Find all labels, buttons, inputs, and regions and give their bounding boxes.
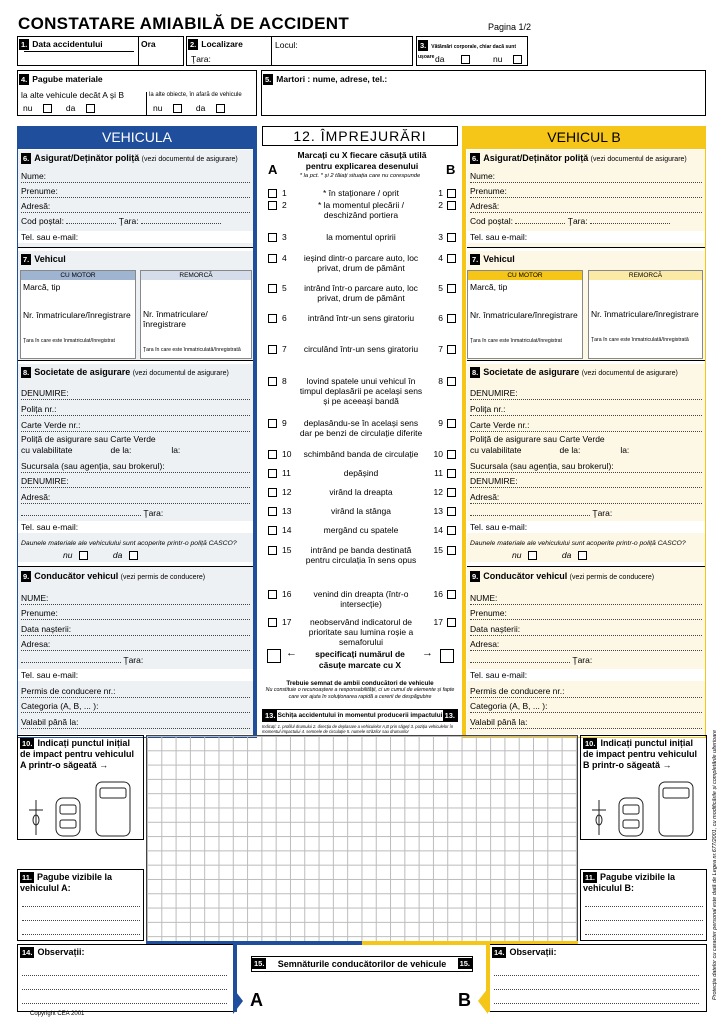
- circumstance-row: [264, 313, 458, 327]
- observations-a-box[interactable]: 14. Observații:: [17, 944, 235, 1012]
- circumstance-b-checkbox[interactable]: [447, 469, 456, 478]
- circumstance-b-checkbox[interactable]: [447, 488, 456, 497]
- damage-vehicles-yes[interactable]: [86, 104, 95, 113]
- material-damage-label: Pagube materiale: [32, 74, 103, 84]
- circumstance-row: [264, 545, 458, 573]
- count-a-box[interactable]: [267, 649, 281, 663]
- hour-label: Ora: [138, 37, 156, 65]
- observations-b-label: Observații:: [509, 947, 557, 957]
- vehicle-b-header: VEHICUL B: [462, 126, 706, 148]
- signature-b-label[interactable]: B: [458, 990, 471, 1010]
- circumstance-a-checkbox[interactable]: [268, 546, 277, 555]
- vehicle-silhouettes-b-icon[interactable]: [589, 780, 707, 838]
- circumstances-note: * la pct. * și 2 tăiați situația care nu corespunde: [299, 173, 421, 179]
- insurer-b-country[interactable]: Ţara:: [592, 508, 613, 518]
- injuries-yes-checkbox[interactable]: [461, 55, 470, 64]
- driver-a-section: 9. Conducător vehicul (vezi permis de conducere) NUME: Prenume: Data nașterii: Adresa: Ţara: Tel. sau e-mail: Permis de conducere nr.: Categoria (A, B, ... ): Valabil până la:: [18, 566, 253, 734]
- sketch-indications: Indicați: 1. profilul drumului 2. direcția de deplasare a vehiculelor A,B prin săgeți 3. poziția vehiculelor în momentul impactului 4. semnele de circulație 5. numele străzilor sau drumurilor: [262, 724, 454, 734]
- circumstance-a-checkbox[interactable]: [268, 469, 277, 478]
- motor-header-a: CU MOTOR: [21, 271, 135, 280]
- circumstances-instructions: Marcați cu X fiecare căsuță utilă pentru explicarea desenului: [297, 150, 427, 171]
- country-reg-a[interactable]: Țara în care este înmatriculat/înregistrat: [23, 338, 115, 344]
- insurer-b-contact[interactable]: Tel. sau e-mail:: [467, 521, 705, 533]
- circumstance-row: [264, 253, 458, 281]
- trailer-country-a[interactable]: Țara în care este înmatriculată/înregistrată: [143, 347, 241, 353]
- circumstance-row: [264, 506, 458, 520]
- corner-a-icon: [229, 988, 243, 1014]
- driver-a-birthdate[interactable]: Data nașterii:: [21, 623, 250, 636]
- insured-a-country[interactable]: Ţara:: [118, 216, 139, 226]
- circumstance-number-a: 2: [282, 200, 287, 210]
- signature-a-label[interactable]: A: [250, 990, 263, 1010]
- circumstance-a-checkbox[interactable]: [268, 488, 277, 497]
- circumstance-text: mergând cu spatele: [323, 525, 399, 535]
- circumstance-a-checkbox[interactable]: [268, 201, 277, 210]
- vehicle-a-header: VEHICULA: [17, 126, 257, 148]
- col-a-label: A: [268, 162, 278, 177]
- driver-b-section: 9. Conducător vehicul (vezi permis de conducere) NUME: Prenume: Data nașterii: Adresa: Ţara: Tel. sau e-mail: Permis de conducere nr.: Categoria (A, B, ... ): Valabil până la:: [467, 566, 705, 734]
- circumstance-a-checkbox[interactable]: [268, 314, 277, 323]
- insured-b-country[interactable]: Ţara:: [567, 216, 588, 226]
- driver-a-contact[interactable]: Tel. sau e-mail:: [18, 669, 253, 681]
- driver-b-address[interactable]: Adresa:: [470, 638, 702, 651]
- circumstance-b-checkbox[interactable]: [447, 450, 456, 459]
- trailer-plate-a[interactable]: Nr. înmatriculare/înregistrare: [143, 309, 208, 329]
- circumstance-text: * la momentul plecării / deschizând portiera: [318, 200, 404, 220]
- corner-b-icon: [478, 988, 492, 1014]
- valid-from-b[interactable]: de la:: [559, 445, 581, 455]
- circumstance-b-checkbox[interactable]: [447, 419, 456, 428]
- circumstance-a-checkbox[interactable]: [268, 419, 277, 428]
- accident-date-label: Data accidentului: [32, 39, 103, 49]
- insurer-a-policy[interactable]: Polița nr.:: [21, 403, 250, 416]
- driver-a-address[interactable]: Adresa:: [21, 638, 250, 651]
- circumstance-number-b: 8: [438, 376, 443, 386]
- sign-note: Trebuie semnat de ambii conducători de vehicule Nu constituie o recunoaștere a responsabilității, ci un cumul de elemente și fapte care vor ajuta în soluționarea rapidă a cererii de despăgubire: [265, 680, 455, 700]
- insurer-a-branch[interactable]: Sucursala (sau agenția, sau brokerul):: [21, 460, 250, 473]
- insured-a-address[interactable]: Adresă:: [21, 200, 250, 213]
- insurer-a-branch-name[interactable]: DENUMIRE:: [21, 475, 250, 488]
- circumstance-b-checkbox[interactable]: [447, 201, 456, 210]
- circumstance-number-b: 15: [433, 545, 443, 555]
- injuries-no-checkbox[interactable]: [513, 55, 522, 64]
- insurer-b-branch[interactable]: Sucursala (sau agenția, sau brokerul):: [470, 460, 702, 473]
- circumstance-row: [264, 468, 458, 482]
- insurer-a-greencard[interactable]: Carte Verde nr.:: [21, 419, 250, 432]
- circumstance-row: [264, 200, 458, 220]
- casco-a-yes[interactable]: [129, 551, 138, 560]
- injuries-label: Vătămări corporale, chiar dacă sunt ușoare: [418, 44, 517, 60]
- insured-b-name[interactable]: Nume:: [470, 170, 702, 183]
- circumstance-a-checkbox[interactable]: [268, 284, 277, 293]
- circumstance-number-b: 13: [433, 506, 443, 516]
- circumstance-number-b: 9: [438, 418, 443, 428]
- insurer-b-section: 8. Societate de asigurare (vezi documentul de asigurare) DENUMIRE: Polița nr.: Carte Verde nr.: Poliță de asigurare sau Carte Verde cu valabilitate de la: la: Sucursala (sau agenția, sau brokerul): DENUMIRE: Adresă: Ţara: Tel. sau e-mail: Daunele materiale ale vehiculului sunt acoperite printr-o poliță CASCO? nu da: [467, 364, 705, 562]
- circumstance-a-checkbox[interactable]: [268, 377, 277, 386]
- circumstance-row: [264, 283, 458, 311]
- circumstance-text: la momentul opririi: [326, 232, 396, 242]
- arrow-right-icon: →: [422, 647, 433, 659]
- circumstance-text: circulând într-un sens giratoriu: [303, 344, 419, 354]
- make-a[interactable]: Marcă, tip: [23, 282, 61, 292]
- circumstance-text: depășind: [343, 468, 379, 478]
- insurer-b-branch-name[interactable]: DENUMIRE:: [470, 475, 702, 488]
- place-label: Locul:: [271, 37, 301, 65]
- sketch-header: 13. Schița accidentului în momentul producerii impactului 13.: [262, 709, 458, 722]
- trailer-plate-b[interactable]: Nr. înmatriculare/înregistrare: [591, 309, 699, 319]
- circumstance-number-a: 10: [282, 449, 292, 459]
- circumstance-text: intrând pe banda destinată pentru circulația în sens opus: [305, 545, 417, 565]
- insurer-a-name[interactable]: DENUMIRE:: [21, 387, 250, 400]
- circumstance-text: ieșind dintr-o parcare auto, loc privat, drum de pământ: [303, 253, 419, 273]
- damage-objects-no[interactable]: [173, 104, 182, 113]
- circumstance-number-a: 3: [282, 232, 287, 242]
- accident-date-box: [17, 36, 184, 66]
- vehicle-silhouettes-a-icon[interactable]: [26, 780, 144, 838]
- plate-b[interactable]: Nr. înmatriculare/înregistrare: [470, 310, 578, 320]
- circumstance-a-checkbox[interactable]: [268, 618, 277, 627]
- circumstance-b-checkbox[interactable]: [447, 284, 456, 293]
- section-num: 1.: [21, 40, 28, 49]
- impact-b-label: Indicați punctul inițial de impact pentru vehiculul B printr-o săgeată →: [583, 738, 698, 770]
- circumstance-a-checkbox[interactable]: [268, 450, 277, 459]
- circumstance-a-checkbox[interactable]: [268, 233, 277, 242]
- impact-a-label: Indicați punctul inițial de impact pentru vehiculul A printr-o săgeată →: [20, 738, 135, 770]
- circumstance-text: neobservând indicatorul de prioritate sau lumina roșie a semaforului: [308, 617, 414, 647]
- impact-a-box: 10. Indicați punctul inițial de impact pentru vehiculul A printr-o săgeată →: [17, 735, 144, 840]
- witnesses-label: Martori : nume, adrese, tel.:: [276, 74, 388, 84]
- visible-damage-b-label: Pagube vizibile la vehiculul B:: [583, 872, 676, 893]
- circumstance-row: [264, 418, 458, 446]
- circumstance-b-checkbox[interactable]: [447, 189, 456, 198]
- circumstance-a-checkbox[interactable]: [268, 590, 277, 599]
- driver-b-country[interactable]: Ţara:: [572, 655, 593, 665]
- circumstance-number-b: 11: [434, 468, 443, 478]
- circumstance-number-b: 16: [433, 589, 443, 599]
- valid-from-a[interactable]: de la:: [110, 445, 132, 455]
- insurer-b-greencard[interactable]: Carte Verde nr.:: [470, 419, 702, 432]
- casco-b-no[interactable]: [528, 551, 537, 560]
- driver-a-category[interactable]: Categoria (A, B, ... ):: [21, 700, 250, 713]
- vehicle-b-section: 7. Vehicul CU MOTOR Marcă, tip Nr. înmatriculare/înregistrare Țara în care este înmatriculat/înregistrat REMORCĂ Nr. înmatriculare/înregistrare Țara în care este înmatriculată/înregistrată: [467, 251, 705, 361]
- count-b-box[interactable]: [440, 649, 454, 663]
- circumstance-number-b: 12: [433, 487, 443, 497]
- insured-b-firstname[interactable]: Prenume:: [470, 185, 702, 198]
- trailer-header-b: REMORCĂ: [589, 271, 702, 280]
- signatures-header: 15. Semnăturile conducătorilor de vehicule 15.: [251, 956, 473, 972]
- circumstance-number-a: 15: [282, 545, 292, 555]
- circumstance-text: lovind spatele unui vehicul în timpul deplasării pe același sens și pe aceeași bandă: [299, 376, 423, 406]
- circumstance-number-b: 3: [438, 232, 443, 242]
- circumstances-header: 12. ÎMPREJURĂRI: [262, 126, 458, 146]
- circumstance-b-checkbox[interactable]: [447, 546, 456, 555]
- driver-a-license[interactable]: Permis de conducere nr.:: [21, 685, 250, 698]
- circumstance-number-b: 5: [438, 283, 443, 293]
- circumstance-number-a: 12: [282, 487, 292, 497]
- circumstance-b-checkbox[interactable]: [447, 254, 456, 263]
- insurer-b-name[interactable]: DENUMIRE:: [470, 387, 702, 400]
- side-legal-note: Protecția datelor cu caracter personal este dată de Legea nr.677/2001, cu modificările și completările ulterioare: [712, 729, 718, 1000]
- circumstance-number-b: 2: [438, 200, 443, 210]
- circumstance-a-checkbox[interactable]: [268, 526, 277, 535]
- circumstance-b-checkbox[interactable]: [447, 590, 456, 599]
- arrow-left-icon: ←: [286, 647, 297, 659]
- circumstance-b-checkbox[interactable]: [447, 618, 456, 627]
- circumstance-number-a: 14: [282, 525, 292, 535]
- circumstance-text: intrând într-o parcare auto, loc privat, drum de pământ: [304, 283, 418, 303]
- circumstance-text: deplasându-se în același sens dar pe benzi de circulație diferite: [299, 418, 423, 438]
- country-reg-b[interactable]: Țara în care este înmatriculat/înregistrat: [470, 338, 562, 344]
- valid-to-a[interactable]: la:: [171, 445, 181, 455]
- circumstance-a-checkbox[interactable]: [268, 254, 277, 263]
- insurer-b-policy[interactable]: Polița nr.:: [470, 403, 702, 416]
- sketch-grid[interactable]: [146, 735, 578, 943]
- insured-a-postcode[interactable]: Cod poștal:: [21, 216, 64, 226]
- visible-damage-b-box[interactable]: 11. Pagube vizibile la vehiculul B:: [580, 869, 707, 941]
- circumstance-number-a: 16: [282, 589, 292, 599]
- make-b[interactable]: Marcă, tip: [470, 282, 508, 292]
- circumstance-text: virând la dreapta: [329, 487, 393, 497]
- insurer-b-address[interactable]: Adresă:: [470, 491, 702, 504]
- insured-b-contact[interactable]: Tel. sau e-mail:: [467, 231, 705, 243]
- circumstance-a-checkbox[interactable]: [268, 189, 277, 198]
- circumstance-row: [264, 188, 458, 198]
- driver-b-name[interactable]: NUME:: [470, 592, 702, 605]
- circumstance-row: [264, 617, 458, 645]
- circumstance-text: schimbând banda de circulație: [303, 449, 419, 459]
- circumstance-number-b: 4: [438, 253, 443, 263]
- location-box: 2. Localizare Ţara: Locul:: [186, 36, 413, 66]
- copyright: Copyright CEA 2001: [30, 1011, 85, 1017]
- observations-b-box[interactable]: 14. Observații:: [489, 944, 707, 1012]
- plate-a[interactable]: Nr. înmatriculare/înregistrare: [23, 310, 131, 320]
- circumstance-b-checkbox[interactable]: [447, 526, 456, 535]
- circumstance-text: intrând într-un sens giratoriu: [307, 313, 415, 323]
- circumstance-number-a: 4: [282, 253, 287, 263]
- valid-to-b[interactable]: la:: [620, 445, 630, 455]
- circumstance-row: [264, 589, 458, 617]
- circumstance-row: [264, 525, 458, 539]
- driver-a-name[interactable]: NUME:: [21, 592, 250, 605]
- circumstance-number-b: 14: [433, 525, 443, 535]
- insurer-a-contact[interactable]: Tel. sau e-mail:: [18, 521, 253, 533]
- driver-b-category[interactable]: Categoria (A, B, ... ):: [470, 700, 702, 713]
- circumstance-number-b: 7: [438, 344, 443, 354]
- driver-a-country[interactable]: Ţara:: [123, 655, 144, 665]
- driver-b-birthdate[interactable]: Data nașterii:: [470, 623, 702, 636]
- circumstance-number-a: 17: [282, 617, 292, 627]
- circumstance-row: [264, 449, 458, 463]
- insurer-a-section: 8. Societate de asigurare (vezi documentul de asigurare) DENUMIRE: Polița nr.: Carte Verde nr.: Poliță de asigurare sau Carte Verde cu valabilitate de la: la: Sucursala (sau agenția, sau brokerul): DENUMIRE: Adresă: Ţara: Tel. sau e-mail: Daunele materiale ale vehiculului sunt acoperite printr-o poliță CASCO? nu da: [18, 364, 253, 562]
- circumstance-number-a: 8: [282, 376, 287, 386]
- count-row: ← specificați numărul de căsuțe marcate cu X →: [264, 645, 458, 677]
- driver-b-license[interactable]: Permis de conducere nr.:: [470, 685, 702, 698]
- circumstance-row: [264, 344, 458, 358]
- driver-a-valid[interactable]: Valabil până la:: [21, 716, 250, 729]
- country-label: Ţara:: [191, 54, 211, 64]
- insured-a-name[interactable]: Nume:: [21, 170, 250, 183]
- driver-b-valid[interactable]: Valabil până la:: [470, 716, 702, 729]
- witnesses-box[interactable]: 5. Martori : nume, adrese, tel.:: [261, 70, 706, 116]
- circumstance-row: [264, 487, 458, 501]
- location-label: Localizare: [201, 39, 243, 49]
- circumstance-number-a: 7: [282, 344, 287, 354]
- circumstance-a-checkbox[interactable]: [268, 507, 277, 516]
- motor-header-b: CU MOTOR: [468, 271, 582, 280]
- circumstance-number-a: 11: [282, 468, 291, 478]
- col-b-label: B: [446, 162, 456, 177]
- circumstance-row: [264, 232, 458, 246]
- page-number: Pagina 1/2: [488, 22, 532, 32]
- circumstance-number-a: 5: [282, 283, 287, 293]
- circumstance-b-checkbox[interactable]: [447, 507, 456, 516]
- injuries-box: 3. Vătămări corporale, chiar dacă sunt ușoare da nu: [416, 36, 528, 66]
- trailer-country-b[interactable]: Țara în care este înmatriculată/înregistrată: [591, 337, 689, 343]
- damage-vehicles-no[interactable]: [43, 104, 52, 113]
- form-title: CONSTATARE AMIABILĂ DE ACCIDENT: [18, 14, 350, 33]
- casco-a-no[interactable]: [79, 551, 88, 560]
- material-damage-box: 4. Pagube materiale la alte vehicule decât A și B la alte obiecte, în afară de vehicule nu da nu da: [17, 70, 257, 116]
- circumstance-number-a: 1: [282, 188, 287, 198]
- vehicle-a-section: 7. Vehicul CU MOTOR Marcă, tip Nr. înmatriculare/înregistrare Țara în care este înmatriculat/înregistrat REMORCĂ Nr. înmatriculare/înregistrare Țara în care este înmatriculată/înregistrată: [18, 251, 253, 361]
- insured-a-section: 6. Asigurat/Deținător poliță (vezi documentul de asigurare) Nume: Prenume: Adresă: Cod poștal: Ţara: Tel. sau e-mail:: [18, 150, 253, 248]
- casco-b-yes[interactable]: [578, 551, 587, 560]
- driver-b-firstname[interactable]: Prenume:: [470, 607, 702, 620]
- insured-b-postcode[interactable]: Cod poștal:: [470, 216, 513, 226]
- circumstance-number-b: 10: [433, 449, 443, 459]
- circumstance-number-b: 6: [438, 313, 443, 323]
- circumstance-number-a: 13: [282, 506, 292, 516]
- circumstance-number-b: 1: [438, 188, 443, 198]
- insurer-a-country[interactable]: Ţara:: [143, 508, 164, 518]
- date-line[interactable]: [24, 51, 134, 52]
- circumstance-number-b: 17: [433, 617, 443, 627]
- insured-b-section: 6. Asigurat/Deținător poliță (vezi documentul de asigurare) Nume: Prenume: Adresă: Cod poștal: Ţara: Tel. sau e-mail:: [467, 150, 705, 248]
- circumstance-b-checkbox[interactable]: [447, 345, 456, 354]
- circumstance-b-checkbox[interactable]: [447, 377, 456, 386]
- circumstance-a-checkbox[interactable]: [268, 345, 277, 354]
- insurer-a-address[interactable]: Adresă:: [21, 491, 250, 504]
- insured-b-address[interactable]: Adresă:: [470, 200, 702, 213]
- circumstance-text: venind din dreapta (într-o intersecție): [313, 589, 409, 609]
- trailer-header-a: REMORCĂ: [141, 271, 251, 280]
- circumstance-text: virând la stânga: [330, 506, 391, 516]
- impact-b-box: 10. Indicați punctul inițial de impact pentru vehiculul B printr-o săgeată →: [580, 735, 707, 840]
- visible-damage-a-box[interactable]: 11. Pagube vizibile la vehiculul A:: [17, 869, 144, 941]
- circumstance-b-checkbox[interactable]: [447, 314, 456, 323]
- circumstance-number-a: 9: [282, 418, 287, 428]
- insured-a-contact[interactable]: Tel. sau e-mail:: [18, 231, 253, 243]
- driver-b-contact[interactable]: Tel. sau e-mail:: [467, 669, 705, 681]
- circumstance-text: * în staționare / oprit: [322, 188, 400, 198]
- insured-a-firstname[interactable]: Prenume:: [21, 185, 250, 198]
- observations-a-label: Observații:: [37, 947, 85, 957]
- circumstance-b-checkbox[interactable]: [447, 233, 456, 242]
- damage-objects-yes[interactable]: [216, 104, 225, 113]
- circumstance-row: [264, 376, 458, 416]
- visible-damage-a-label: Pagube vizibile la vehiculul A:: [20, 872, 113, 893]
- circumstance-number-a: 6: [282, 313, 287, 323]
- driver-a-firstname[interactable]: Prenume:: [21, 607, 250, 620]
